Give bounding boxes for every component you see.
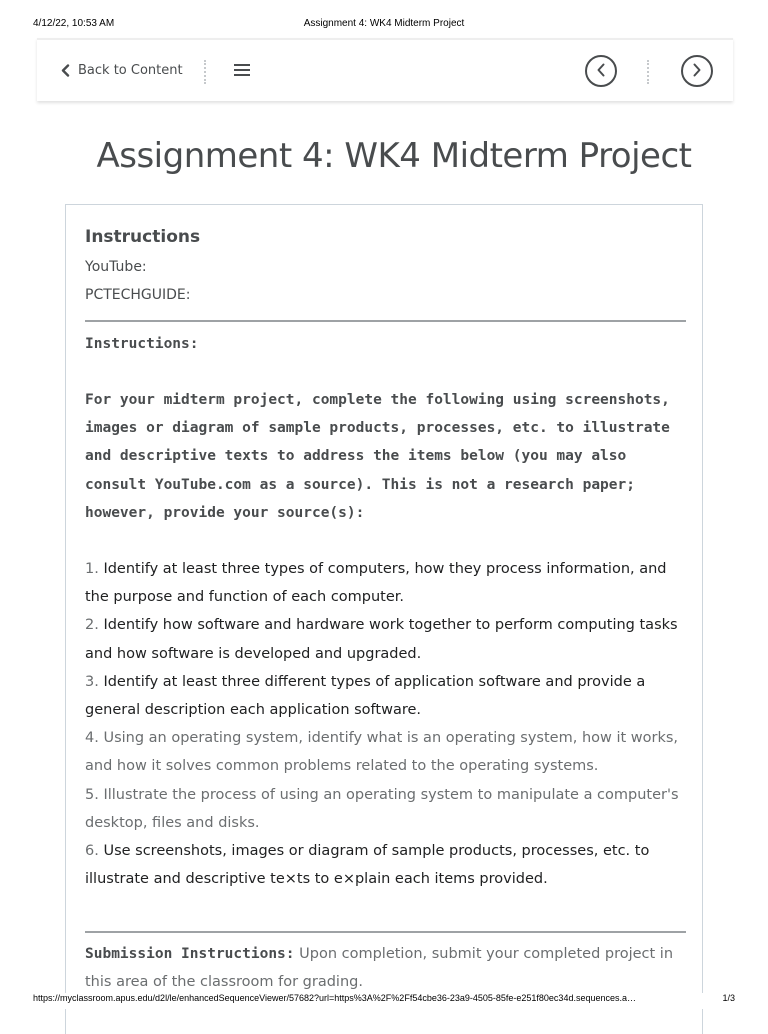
hamburger-menu-icon[interactable] [233, 62, 251, 78]
requirements-list [85, 555, 685, 893]
list-item: 6. Use screenshots, images or diagram of sample products, processes, etc. to illustrate and descriptive te×ts to e×plain each items provided. [85, 843, 650, 888]
divider [85, 320, 686, 322]
submission-label: Submission Instructions: [85, 946, 295, 962]
instructions-subheading: Instructions: [85, 336, 199, 352]
next-button[interactable] [681, 55, 713, 87]
back-to-content-label: Back to Content [78, 62, 183, 78]
pctechguide-label: PCTECHGUIDE: [85, 287, 191, 303]
divider-dots [204, 60, 209, 84]
page-title: Assignment 4: WK4 Midterm Project [96, 136, 692, 176]
list-item: 5. Illustrate the process of using an operating system to manipulate a computer's desktop, files and disks. [85, 786, 679, 831]
print-url: https://myclassroom.apus.edu/d2l/le/enhancedSequenceViewer/57682?url=https%3A%2F%2Ff54cbe36-23a9-4505-85fe-e251f80ec34d.sequences.a… [33, 993, 636, 1003]
list-item: 1. Identify at least three types of computers, how they process information, and the purpose and function of each computer. [85, 561, 667, 606]
print-title: Assignment 4: WK4 Midterm Project [303, 18, 465, 29]
chevron-left-icon [61, 64, 70, 77]
list-item: 2. Identify how software and hardware work together to perform computing tasks and how software is developed and upgraded. [85, 617, 678, 662]
chevron-right-icon [692, 62, 702, 81]
previous-button[interactable] [585, 55, 617, 87]
divider-dots [647, 60, 652, 84]
submission-instructions [85, 940, 685, 996]
print-footer [0, 993, 768, 1009]
youtube-label: YouTube: [85, 259, 147, 275]
sequence-navbar [37, 38, 733, 101]
back-to-content-link[interactable] [61, 60, 183, 80]
instructions-heading: Instructions [85, 227, 201, 247]
print-page-number: 1/3 [722, 993, 735, 1003]
instructions-intro: For your midterm project, complete the following using screenshots, images or diagram of sample products, processes, etc. to illustrate and descriptive texts to address the items below (you may also consult YouTube.com as a source). This is not a research paper; however, provide your source(s): [85, 392, 670, 521]
print-timestamp: 4/12/22, 10:53 AM [33, 18, 115, 29]
instructions-panel [65, 204, 703, 1034]
list-item: 3. Identify at least three different types of application software and provide a general description each application software. [85, 673, 646, 719]
divider [85, 931, 686, 933]
chevron-left-icon [596, 62, 606, 81]
submission-text: Upon completion, submit your completed project in this area of the classroom for grading. [85, 946, 674, 991]
list-item: 4. Using an operating system, identify what is an operating system, how it works, and how it solves common problems related to the operating systems. [85, 730, 679, 775]
print-header [0, 17, 768, 33]
